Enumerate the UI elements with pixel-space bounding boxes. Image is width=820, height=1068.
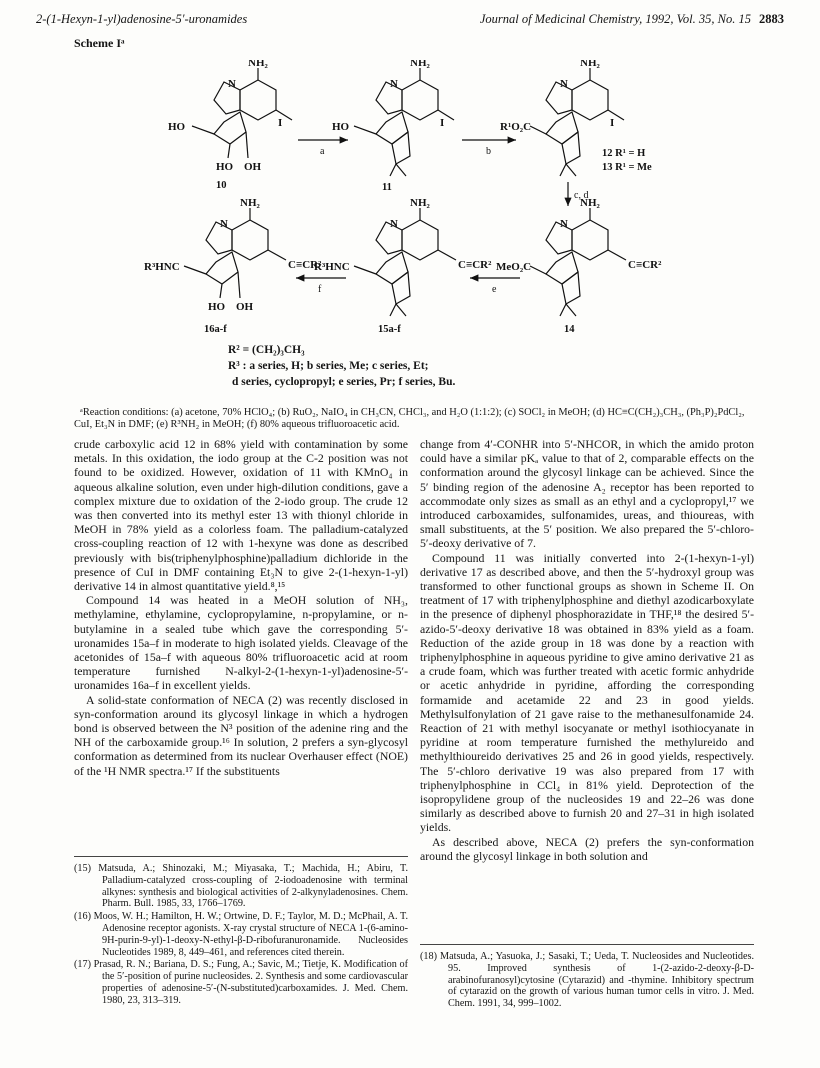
reference-15: (15) Matsuda, A.; Shinozaki, M.; Miyasaka, T.; Machida, H.; Abiru, T. Palladium-catalyzed cross-coupling of 2-iodoadenosine with terminal alkynes: synthesis and biological activities of 2-alkynyladenosines. Chem. Pharm. Bull. 1985, 33, 1766–1769. [74,863,408,910]
compound-label-14: 14 [564,324,575,335]
right-column [420,437,754,863]
oh-label: OH [236,301,254,313]
molecule-14 [530,208,626,316]
ho-label: HO [208,301,226,313]
oh-label: OH [244,161,262,173]
arrow-label-cd: c, d [574,190,589,201]
scheme-label: Scheme Iᵃ [74,36,125,50]
arrow-label-b: b [486,146,491,157]
journal-citation [480,12,784,27]
meo2c-label: MeO₂C [496,261,532,273]
running-title: 2-(1-Hexyn-1-yl)adenosine-5′-uronamides [36,12,248,26]
iodo-label: I [610,117,615,129]
iodo-label: I [440,117,445,129]
nh2-label: NH₂ [248,60,268,69]
references-left [74,856,408,1008]
compound-label-11: 11 [382,182,392,193]
molecule-11 [354,68,454,176]
n-label: N [560,78,568,90]
reference-17: (17) Prasad, R. N.; Bariana, D. S.; Fung, A.; Savic, M.; Tietje, K. Modification of the 5′-position of purine nucleosides. 2. Synthesis and some cardiovascular properties of adenosine-5′-(N-substituted)carboxamides. J. Med. Chem. 1980, 23, 313–319. [74,959,408,1006]
n-label: N [220,218,228,230]
compound-label-15: 15a-f [378,324,401,335]
compound-label-10: 10 [216,180,227,191]
left-column [74,437,408,778]
nh2-label: NH₂ [580,60,600,69]
paragraph: As described above, NECA (2) prefers the syn-conformation around the glycosyl linkage in both solution and [420,834,754,863]
compound-label-13: 13 R¹ = Me [602,162,652,173]
ho-label: HO [332,121,350,133]
molecule-16 [184,208,286,298]
nh2-label: NH₂ [410,197,430,209]
paragraph: change from 4′-CONHR into 5′-NHCOR, in which the amido proton could have a similar pKₐ value to that of 2, comparable effects on the conformation around the glycosyl linkage can be achieved. Since the 5′ binding region of the adenosine A₂ receptor has been reported to accommodate only sizes as small as an ethyl and a cyclopropyl,¹⁷ we introduced carboxamides, sulfonamides, ureas, and thioureas, with small substituents, at the 5′ position. We also prepared the 5′-chloro-5′-deoxy derivative of 7. [420,437,754,551]
paragraph: Compound 14 was heated in a MeOH solution of NH₃, methylamine, ethylamine, cyclopropylamine, n-propylamine, or n-butylamine in a sealed tube which gave the corresponding 5′-uronamides 15a–f in moderate to high isolated yields. Cleavage of the acetonides of 15a–f with aqueous 80% trifluoroacetic acid at room temperature furnished N-alkyl-2-(1-hexyn-1-yl)adenosine-5′-uronamides 16a–f in excellent yields. [74,593,408,693]
n-label: N [390,218,398,230]
alkyne-label: C≡CR² [628,259,662,271]
alkyne-label: C≡CR² [288,259,322,271]
iodo-label: I [278,117,283,129]
arrow-label-f: f [318,284,322,295]
molecule-10 [192,68,292,158]
reference-18: (18) Matsuda, A.; Yasuoka, J.; Sasaki, T.; Ueda, T. Nucleosides and Nucleotides. 95. Improved synthesis of 1-(2-azido-2-deoxy-β-D-arabinofuranosyl)cytosine (Cytarazid) and -thymine. Inhibitory spectrum of cytarazid on the growth of various human tumor cells in vitro. J. Med. Chem. 1991, 34, 999–1002. [420,951,754,1010]
journal-name: Journal of Medicinal Chemistry, 1992, Vol. 35, No. 15 [479,12,751,26]
reaction-scheme [140,60,700,360]
arrow-label-e: e [492,284,497,295]
arrow-label-a: a [320,146,325,157]
paragraph: A solid-state conformation of NECA (2) was recently disclosed in syn-conformation around its glycosyl linkage in which a hydrogen bond is observed between the N³ position of the adenine ring and the NH of the carboxamide group.¹⁶ In solution, 2 prefers a syn-glycosyl conformation as determined from its nuclear Overhauser effect (NOE) of the ¹H NMR spectra.¹⁷ If the substituents [74,692,408,778]
scheme-footnote: ᵃReaction conditions: (a) acetone, 70% HClO₄; (b) RuO₂, NaIO₄ in CH₃CN, CHCl₃, and H₂O (1:1:2); (c) SOCl₂ in MeOH; (d) HC≡C(CH₂)₃CH₃, (Ph₃P)₂PdCl₂, CuI, Et₃N in DMF; (e) R³NH₂ in MeOH; (f) 80% aqueous trifluoroacetic acid. [74,407,745,430]
alkyne-label: C≡CR² [458,259,492,271]
paragraph: crude carboxylic acid 12 in 68% yield with contamination by some metals. In this oxidation, the iodo group at the C-2 position was not found to be oxidized. However, oxidation of 11 with KMnO₄ in aqueous alkaline solution, even under high-dilution conditions, gave a complex mixture due to oxidation of the 2-iodo group. The crude 12 was then converted into its methyl ester 13 with thionyl chloride in MeOH in 78% yield as a colorless foam. The palladium-catalyzed cross-coupling reaction of 12 with 1-hexyne was done as described previously with bis(triphenylphosphine)palladium dichloride in the presence of CuI in DMF containing Et₃N to give 2-(1-hexyn-1-yl) derivative 14 in almost quantitative yield.⁸,¹⁵ [74,437,408,594]
substituent-definitions [228,342,455,390]
ho-label: HO [216,161,234,173]
reference-16: (16) Moos, W. H.; Hamilton, H. W.; Ortwine, D. F.; Taylor, M. D.; McPhail, A. T. Adenosine receptor agonists. X-ray crystal structure of NECA 1-(6-amino-9H-purin-9-yl)-1-deoxy-N-ethyl-β-D-ribofuranuronamide. Nucleosides Nucleotides 1989, 8, 449–461, and references cited therein. [74,911,408,958]
ho-label: HO [168,121,186,133]
r3-definition-line1: R³ : a series, H; b series, Me; c series, Et; [228,360,429,372]
compound-label-12: 12 R¹ = H [602,148,646,159]
r1o2c-label: R¹O₂C [500,121,532,133]
n-label: N [560,218,568,230]
nh2-label: NH₂ [240,197,260,209]
page-number: 2883 [759,12,784,26]
compound-label-16: 16a-f [204,324,227,335]
n-label: N [390,78,398,90]
r3hnc-label: R³HNC [314,261,350,273]
molecule-15 [354,208,456,316]
r3hnc-label: R³HNC [144,261,180,273]
r2-definition: R² = (CH₂)₃CH₃ [228,344,305,356]
nh2-label: NH₂ [410,60,430,69]
nh2-label: NH₂ [580,197,600,209]
r3-definition-line2: d series, cyclopropyl; e series, Pr; f series, Bu. [232,376,456,388]
n-label: N [228,78,236,90]
running-header [36,12,784,28]
references-right [420,944,754,1011]
paragraph: Compound 11 was initially converted into 2-(1-hexyn-1-yl) derivative 17 as described above, and then the 5′-hydroxyl group was transformed to other functional groups as shown in Scheme II. On treatment of 17 with triphenylphosphine and diethyl azodicarboxylate in the presence of diphenyl phosphorazidate in THF,¹⁸ the desired 5′-azido-5′-deoxy derivative 18 was obtained in 83% yield as a foam. Reduction of the azide group in 18 was done by a reaction with triphenylphosphine in aqueous pyridine to give amino derivative 21 as a crude foam, which was further treated with acetic formic anhydride or acetic anhydride in pyridine, affording the corresponding formamide and acetamide 22 and 23 in good yields. Methylsulfonylation of 21 gave raise to the methanesulfonamide 24. Reaction of 21 with methyl isocyanate or methyl isothiocyanate in pyridine at room temperature furnished the methylureido and methylthioureido derivatives 25 and 26 in good yields, respectively. The 5′-chloro derivative 19 was also prepared from 17 with triphenylphosphine in CCl₄ in 81% yield. Deprotection of the isopropylidene group of the nucleosides 19 and 22–26 was done similarly as described above to furnish 20 and 27–31 in high isolated yields. [420,550,754,835]
